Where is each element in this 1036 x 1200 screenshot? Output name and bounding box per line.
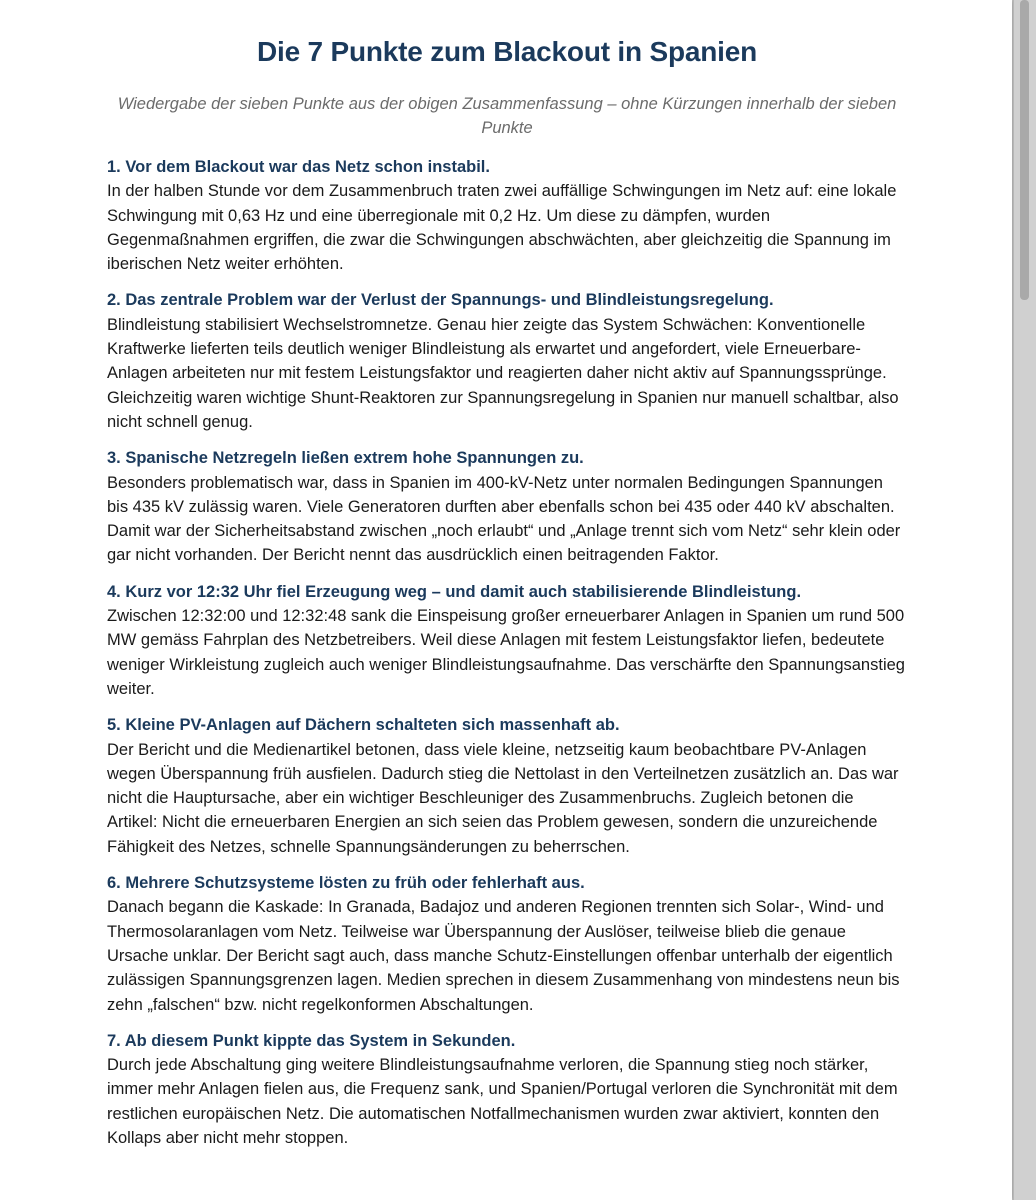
document-content [107,34,907,1150]
point-heading: 7. Ab diesem Punkt kippte das System in Sekunden. [107,1031,516,1050]
point-heading: 2. Das zentrale Problem war der Verlust der Spannungs- und Blindleistungsregelung. [107,291,774,310]
point-heading: 4. Kurz vor 12:32 Uhr fiel Erzeugung weg – und damit auch stabilisierende Blindleistung. [107,582,802,601]
point-heading: 5. Kleine PV-Anlagen auf Dächern schalteten sich massenhaft ab. [107,716,620,735]
point-1 [107,155,907,276]
point-body: In der halben Stunde vor dem Zusammenbruch traten zwei auffällige Schwingungen im Netz auf: eine lokale Schwingung mit 0,63 Hz und eine überregionale mit 0,2 Hz. Um diese zu dämpfen, wurden Gegenmaßnahmen ergriffen, die zwar die Schwingungen abschwächten, aber gleichzeitig die Spannung im iberischen Netz weiter erhöhten. [107,182,897,274]
point-heading: 6. Mehrere Schutzsysteme lösten zu früh oder fehlerhaft aus. [107,874,585,893]
point-body: Zwischen 12:32:00 und 12:32:48 sank die Einspeisung großer erneuerbarer Anlagen in Spanien um rund 500 MW gemäss Fahrplan des Netzbetreibers. Weil diese Anlagen mit festem Leistungsfaktor liefen, bedeutete weniger Wirkleistung zugleich auch weniger Blindleistungsaufnahme. Das verschärfte den Spannungsanstieg weiter. [107,607,905,698]
point-body: Der Bericht und die Medienartikel betonen, dass viele kleine, netzseitig kaum beobachtbare PV-Anlagen wegen Überspannung früh ausfielen. Dadurch stieg die Nettolast in den Verteilnetzen zusätzlich an. Das war nicht die Hauptursache, aber ein wichtiger Beschleuniger des Zusammenbruchs. Zugleich betonen die Artikel: Nicht die erneuerbaren Energien an sich seien das Problem gewesen, sondern die unzureichende Fähigkeit des Netzes, schnelle Spannungsänderungen zu beherrschen. [107,740,899,856]
point-6 [107,871,907,1017]
point-2 [107,288,907,434]
point-body: Durch jede Abschaltung ging weitere Blindleistungsaufnahme verloren, die Spannung stieg noch stärker, immer mehr Anlagen fielen aus, die Frequenz sank, und Spanien/Portugal verloren die Synchronität mit dem restlichen europäischen Netz. Die automatischen Notfallmechanismen wurden zwar aktiviert, konnten den Kollaps aber nicht mehr stoppen. [107,1056,898,1147]
point-body: Blindleistung stabilisiert Wechselstromnetze. Genau hier zeigte das System Schwächen: Konventionelle Kraftwerke lieferten teils deutlich weniger Blindleistung als erwartet und angefordert, viele Erneuerbare-Anlagen arbeiteten nur mit festem Leistungsfaktor und reagierten daher nicht aktiv auf Spannungssprünge. Gleichzeitig waren wichtige Shunt-Reaktoren zur Spannungsregelung in Spanien nur manuell schaltbar, also nicht schnell genug. [107,315,899,431]
point-5 [107,713,907,859]
document-title: Die 7 Punkte zum Blackout in Spanien [256,36,757,67]
point-body: Danach begann die Kaskade: In Granada, Badajoz und anderen Regionen trennten sich Solar-, Wind- und Thermosolaranlagen vom Netz. Teilweise war Überspannung der Auslöser, teilweise blieb die genaue Ursache unklar. Der Bericht sagt auch, dass manche Schutz-Einstellungen offenbar unterhalb der eigentlich zulässigen Spannungsgrenzen lagen. Medien sprechen in diesem Zusammenhang von mindestens neun bis zehn „falschen“ bzw. nicht regelkonformen Abschaltungen. [107,898,900,1014]
point-heading: 3. Spanische Netzregeln ließen extrem hohe Spannungen zu. [107,449,584,468]
point-7 [107,1029,907,1150]
point-3 [107,446,907,567]
scrollbar-thumb[interactable] [1020,0,1029,300]
point-heading: 1. Vor dem Blackout war das Netz schon instabil. [107,158,490,176]
document-subtitle: Wiedergabe der sieben Punkte aus der obigen Zusammenfassung – ohne Kürzungen innerhalb der sieben Punkte [117,95,897,137]
point-4 [107,580,907,701]
vertical-scrollbar[interactable] [1013,0,1036,1200]
point-body: Besonders problematisch war, dass in Spanien im 400-kV-Netz unter normalen Bedingungen Spannungen bis 435 kV zulässig waren. Viele Generatoren durften aber ebenfalls schon bei 435 oder 440 kV abschalten. Damit war der Sicherheitsabstand zwischen „noch erlaubt“ und „Anlage trennt sich vom Netz“ sehr klein oder gar nicht vorhanden. Der Bericht nennt das ausdrücklich einen beitragenden Faktor. [107,473,901,565]
